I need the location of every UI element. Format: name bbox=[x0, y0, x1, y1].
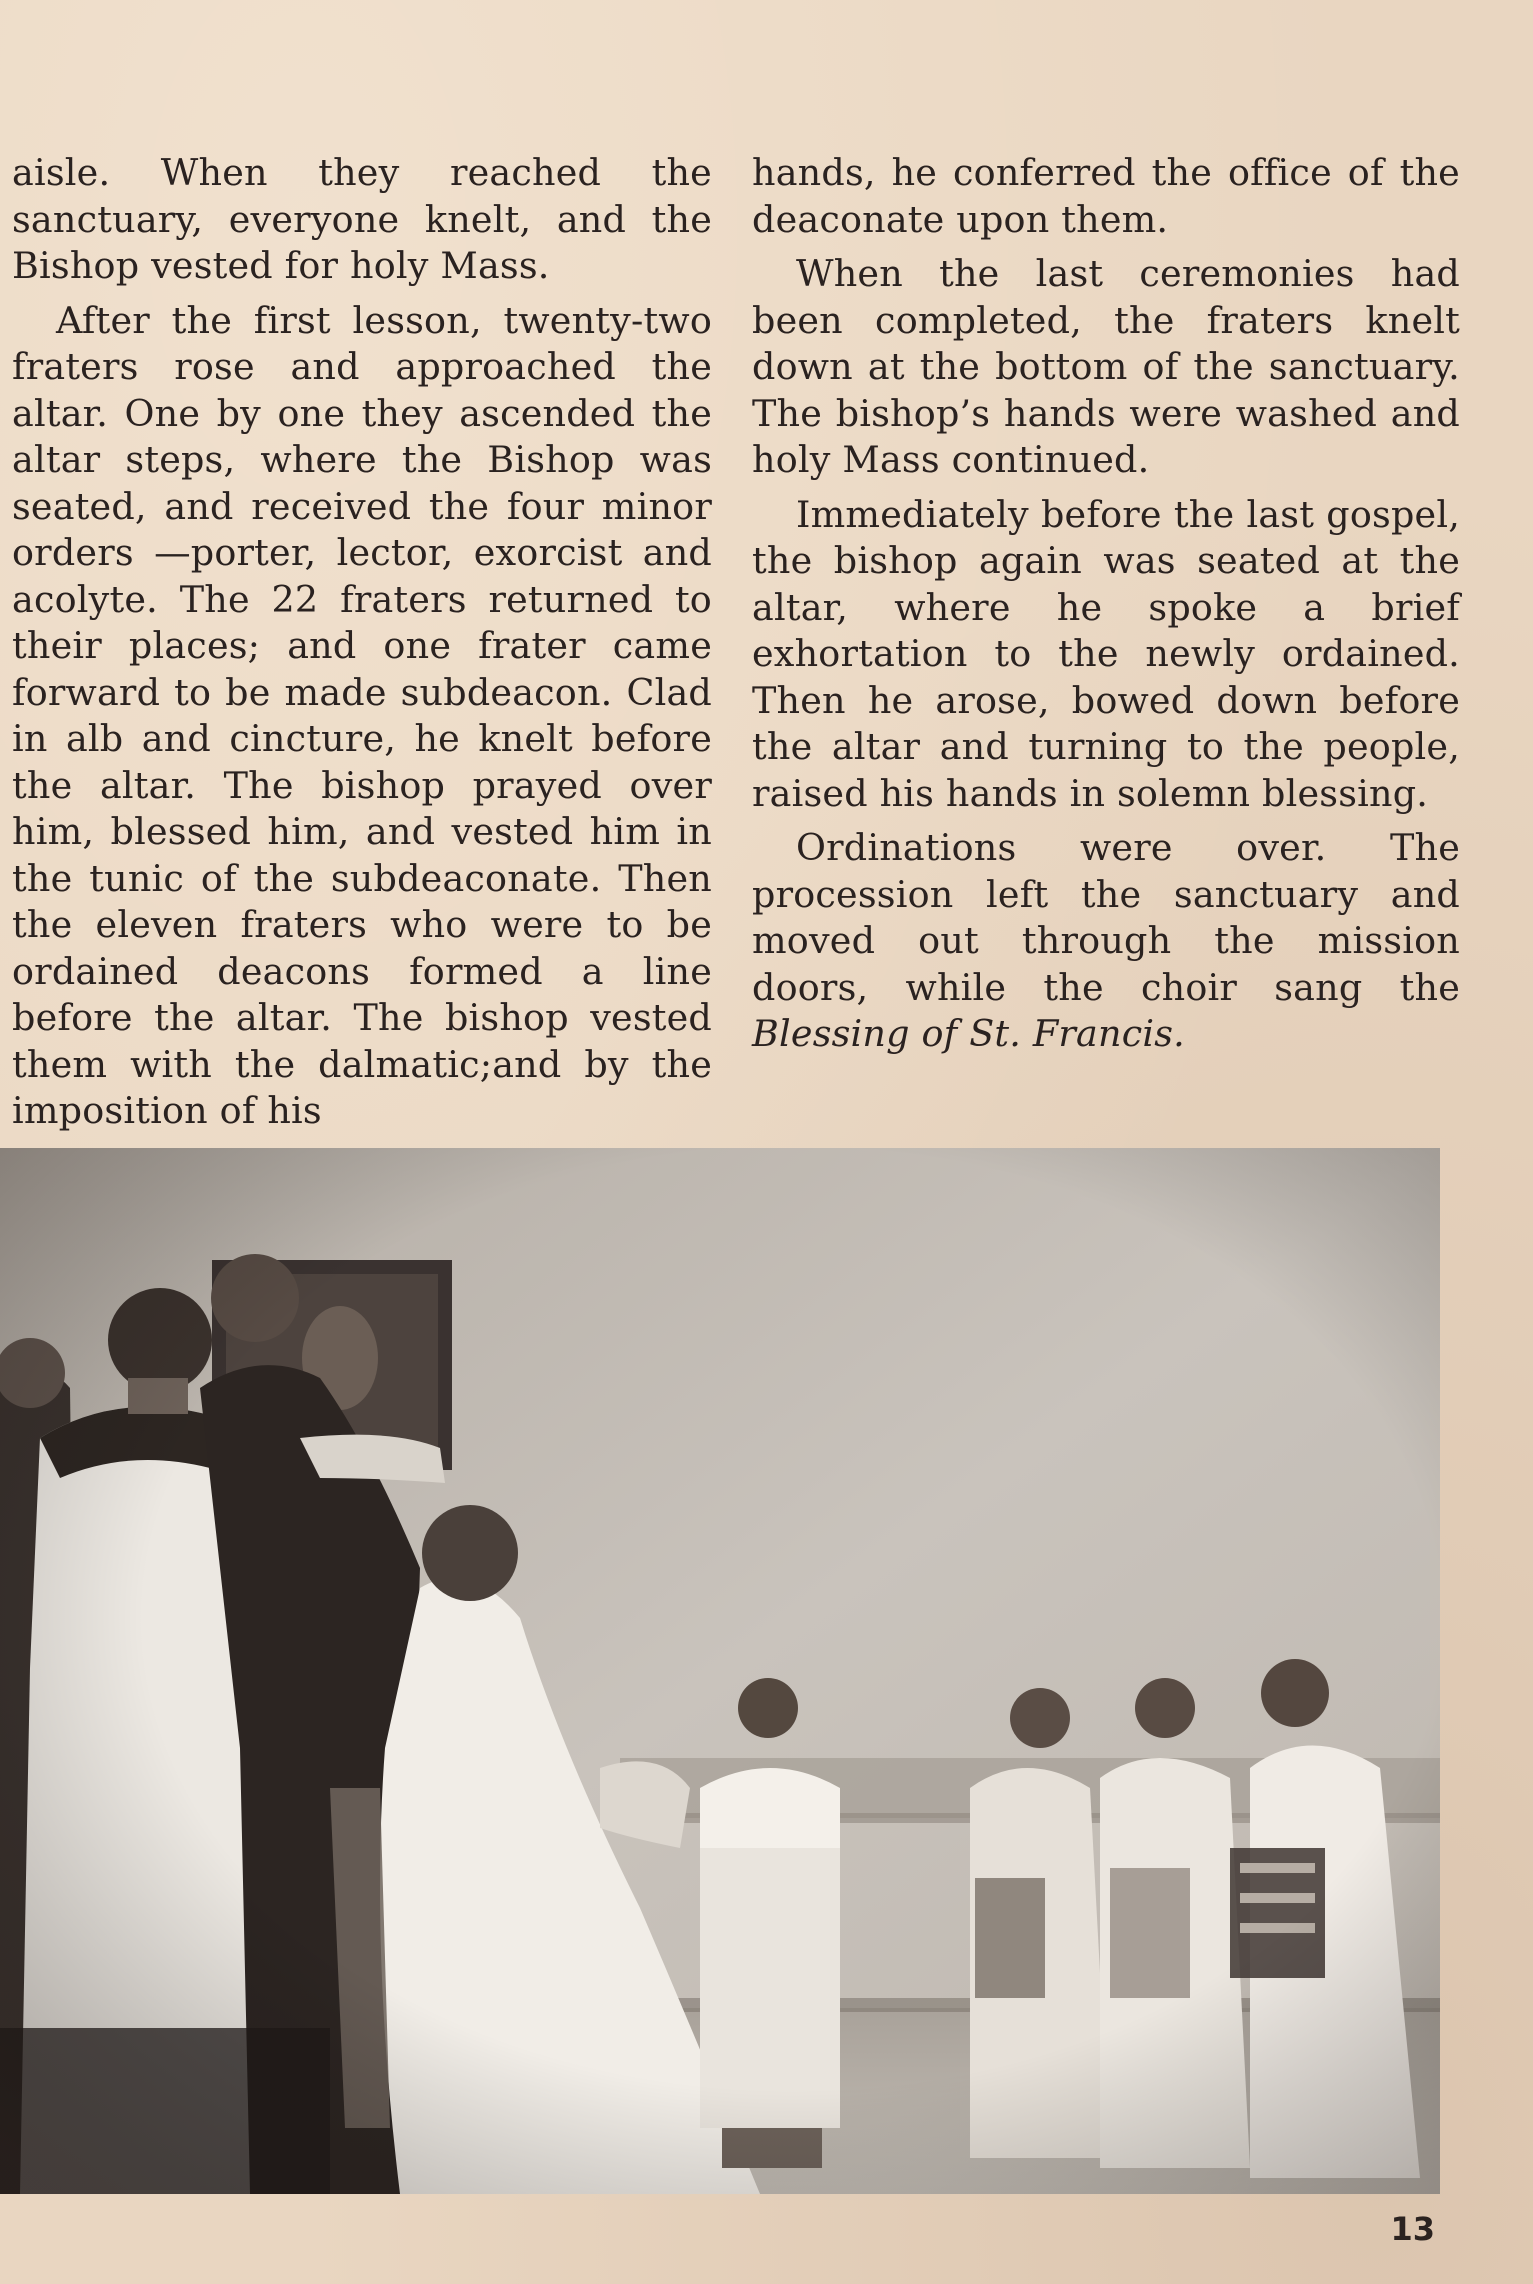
paragraph-aisle: aisle. When they reached the sanctuary, everyone knelt, and the Bishop vested for holy Mass. bbox=[12, 151, 712, 287]
page-number: 13 bbox=[1390, 2210, 1435, 2248]
paragraph-ordinations-over bbox=[752, 825, 1460, 1058]
paragraph-hands: hands, he conferred the office of the deaconate upon them. bbox=[752, 151, 1460, 241]
paragraph-last-ceremonies: When the last ceremonies had been completed, the fraters knelt down at the bottom of the sanctuary. The bishop’s hands were washed and holy Mass continued. bbox=[752, 252, 1460, 481]
ordination-photo bbox=[0, 1148, 1440, 2194]
left-text-column bbox=[12, 150, 712, 1143]
paragraph-last-gospel: Immediately before the last gospel, the bishop again was seated at the altar, where he spoke a brief exhortation to the newly ordained. Then he arose, bowed down before the altar and turning to the people, raised his hands in solemn blessing. bbox=[752, 492, 1460, 815]
right-text-column bbox=[752, 150, 1460, 1066]
paragraph-first-lesson: After the first lesson, twenty-two fraters rose and approached the altar. One by one they ascended the altar steps, where the Bishop was seated, and received the four minor orders —porter, lector, exorcist and acolyte. The 22 fraters returned to their places; and one frater came forward to be made subdeacon. Clad in alb and cincture, he knelt before the altar. The bishop prayed over him, blessed him, and vested him in the tunic of the subdeaconate. Then the eleven fraters who were to be ordained deacons formed a line before the altar. The bishop vested them with the dalmatic;and by the imposition of his bbox=[12, 298, 712, 1132]
ordinations-text: Ordinations were over. The procession left the sanctuary and moved out through the mission doors, while the choir sang the bbox=[752, 826, 1460, 1009]
hymn-title: Blessing of St. Francis. bbox=[752, 1012, 1185, 1055]
